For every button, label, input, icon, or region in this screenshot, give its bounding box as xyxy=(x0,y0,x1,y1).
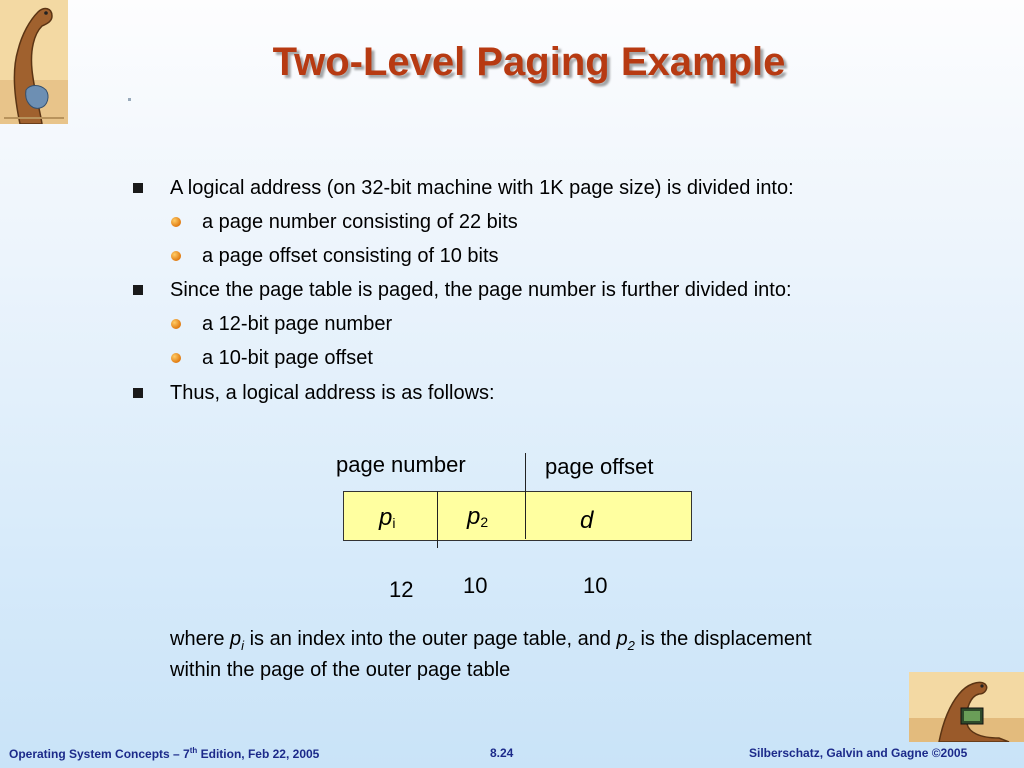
offset-divider xyxy=(525,453,526,539)
field-d: d xyxy=(580,507,594,534)
sub-bullet-text: a 10-bit page offset xyxy=(202,347,373,369)
explanation-text: where $p_i$ is an index into the outer page table, and $p_2$ is the displacement within the page of the outer page table xyxy=(170,628,812,681)
slide-title: Two-Level Paging Example xyxy=(272,40,786,84)
bits-p2: 10 xyxy=(463,573,488,598)
bullet-text: A logical address (on 32-bit machine with 1K page size) is divided into: xyxy=(170,177,794,199)
footer-slide-number: 8.24 xyxy=(490,746,514,760)
page-offset-label: page offset xyxy=(545,454,654,479)
dinosaur-logo-bottom xyxy=(909,672,1024,742)
sub-bullet-text: a 12-bit page number xyxy=(202,313,393,335)
round-bullet-icon xyxy=(171,353,181,363)
footer-course: Operating System Concepts – 7th Edition, Feb 22, 2005 xyxy=(9,746,320,761)
field-p2: $p_2$ xyxy=(467,503,489,530)
round-bullet-icon xyxy=(171,251,181,261)
field-p1: $p_i$ xyxy=(379,504,396,531)
sub-bullet-text: a page offset consisting of 10 bits xyxy=(202,245,499,267)
page-number-divider xyxy=(437,491,438,548)
round-bullet-icon xyxy=(171,217,181,227)
bullet-text: Thus, a logical address is as follows: xyxy=(170,382,495,404)
square-bullet-icon xyxy=(133,388,143,398)
square-bullet-icon xyxy=(133,285,143,295)
square-bullet-icon xyxy=(133,183,143,193)
bits-d: 10 xyxy=(583,573,608,598)
bits-p1: 12 xyxy=(389,577,414,602)
round-bullet-icon xyxy=(171,319,181,329)
bullet-text: Since the page table is paged, the page number is further divided into: xyxy=(170,279,792,301)
footer-authors: Silberschatz, Galvin and Gagne ©2005 xyxy=(749,746,968,760)
sub-bullet-text: a page number consisting of 22 bits xyxy=(202,211,518,233)
page-number-label: page number xyxy=(336,452,466,477)
decorative-dot xyxy=(128,98,131,101)
